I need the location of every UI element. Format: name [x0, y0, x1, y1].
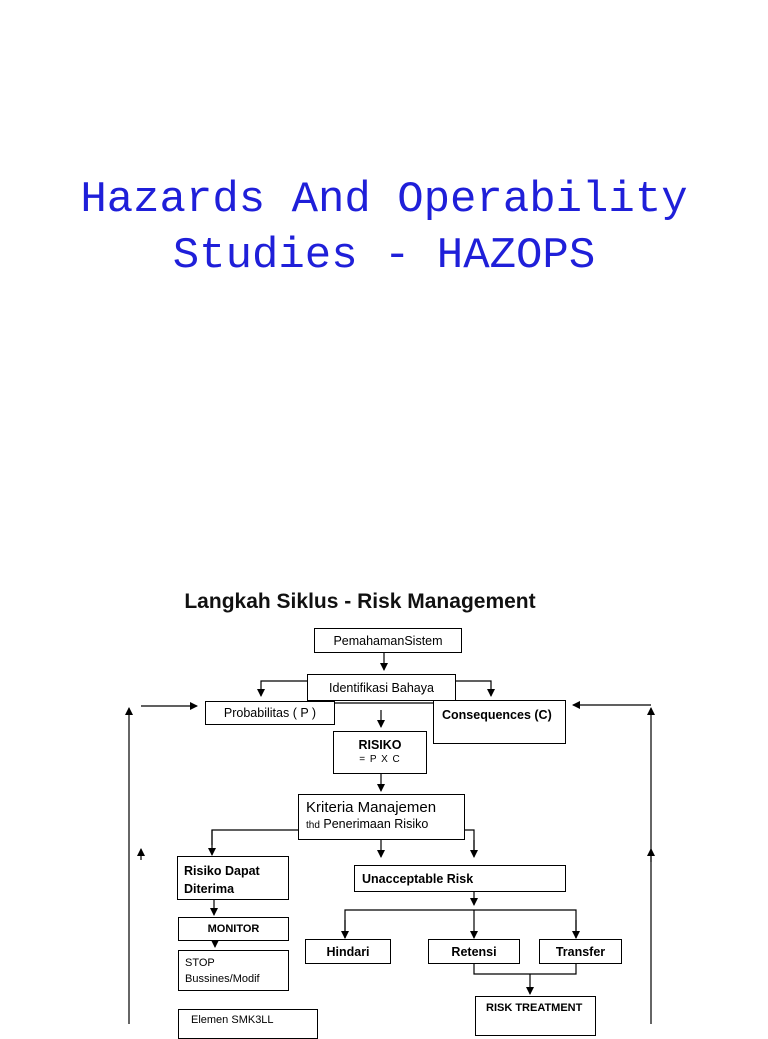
node-consequences: Consequences (C): [433, 700, 566, 744]
diagram-heading: Langkah Siklus - Risk Management: [184, 590, 536, 613]
title-line-2: Studies - HAZOPS: [172, 231, 596, 281]
node-risiko-dapat-diterima: Risiko Dapat Diterima: [177, 856, 289, 900]
node-retensi: Retensi: [428, 939, 520, 964]
node-probabilitas: Probabilitas ( P ): [205, 701, 335, 725]
node-transfer: Transfer: [539, 939, 622, 964]
node-risiko: RISIKO = P X C: [333, 731, 427, 774]
node-elemen-smk3ll: Elemen SMK3LL: [178, 1009, 318, 1039]
line-treatment-join: [474, 964, 576, 974]
title-line-1: Hazards And Operability: [80, 175, 688, 225]
node-identifikasi-bahaya: Identifikasi Bahaya: [307, 674, 456, 701]
node-unacceptable-risk: Unacceptable Risk: [354, 865, 566, 892]
node-monitor: MONITOR: [178, 917, 289, 941]
node-risk-treatment: RISK TREATMENT: [475, 996, 596, 1036]
arrow-identifikasi-consequences: [456, 681, 491, 696]
node-hindari: Hindari: [305, 939, 391, 964]
node-pemahaman-sistem: PemahamanSistem: [314, 628, 462, 653]
line-options-branch: [345, 910, 576, 938]
node-stop-bussines: STOP Bussines/Modif: [178, 950, 289, 991]
node-kriteria-manajemen: Kriteria Manajemen thd Penerimaan Risiko: [298, 794, 465, 840]
arrow-identifikasi-probabilitas: [261, 681, 307, 696]
